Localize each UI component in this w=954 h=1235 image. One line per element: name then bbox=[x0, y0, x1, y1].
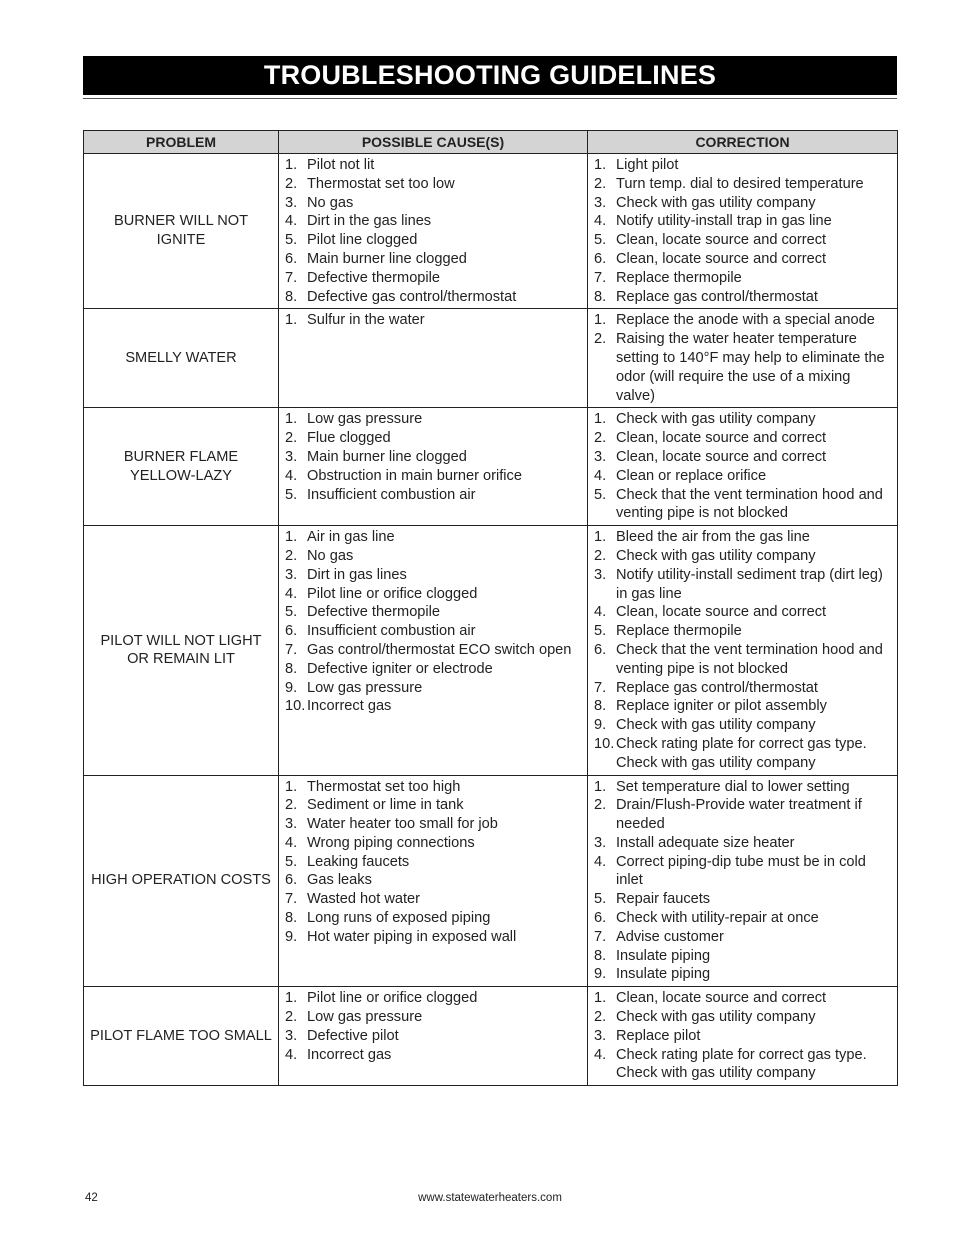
cause-item bbox=[285, 528, 583, 547]
correction-text: Repair faucets bbox=[616, 891, 711, 908]
list-number: 1. bbox=[594, 529, 607, 546]
list-number: 4. bbox=[594, 853, 607, 870]
correction-text: Notify utility-install sediment trap (dirt leg) in gas line bbox=[616, 566, 883, 602]
cause-text: Insufficient combustion air bbox=[307, 486, 476, 503]
correction-item bbox=[594, 175, 893, 194]
list-number: 1. bbox=[285, 778, 298, 795]
cause-text: Sulfur in the water bbox=[307, 312, 425, 329]
cause-text: Defective igniter or electrode bbox=[307, 660, 493, 677]
correction-text: Check with gas utility company bbox=[616, 194, 816, 211]
correction-item bbox=[594, 330, 893, 405]
page-number: 42 bbox=[85, 1192, 98, 1204]
correction-item bbox=[594, 194, 893, 213]
cause-cell bbox=[279, 408, 588, 526]
correction-text: Notify utility-install trap in gas line bbox=[616, 213, 832, 230]
cause-item bbox=[285, 566, 583, 585]
list-number: 2. bbox=[594, 1009, 607, 1026]
correction-item bbox=[594, 448, 893, 467]
list-number: 1. bbox=[594, 411, 607, 428]
cause-item bbox=[285, 697, 583, 716]
list-number: 9. bbox=[594, 717, 607, 734]
list-number: 7. bbox=[594, 269, 607, 286]
cause-item bbox=[285, 989, 583, 1008]
correction-text: Advise customer bbox=[616, 928, 724, 945]
cause-text: Hot water piping in exposed wall bbox=[307, 928, 517, 945]
list-number: 5. bbox=[594, 486, 607, 503]
list-number: 8. bbox=[594, 288, 607, 305]
correction-item bbox=[594, 429, 893, 448]
list-number: 9. bbox=[285, 679, 298, 696]
cause-item bbox=[285, 486, 583, 505]
list-number: 1. bbox=[285, 529, 298, 546]
cause-list bbox=[285, 528, 583, 716]
correction-text: Check with utility-repair at once bbox=[616, 910, 819, 927]
correction-item bbox=[594, 212, 893, 231]
cause-text: Low gas pressure bbox=[307, 1009, 423, 1026]
list-number: 4. bbox=[594, 1046, 607, 1063]
cause-item bbox=[285, 1027, 583, 1046]
cause-item bbox=[285, 410, 583, 429]
correction-list bbox=[594, 989, 893, 1083]
list-number: 9. bbox=[594, 966, 607, 983]
list-number: 5. bbox=[285, 232, 298, 249]
cause-item bbox=[285, 448, 583, 467]
cause-text: Defective thermopile bbox=[307, 604, 441, 621]
list-number: 10. bbox=[594, 735, 615, 752]
correction-item bbox=[594, 947, 893, 966]
cause-list bbox=[285, 778, 583, 947]
correction-text: Replace the anode with a special anode bbox=[616, 312, 875, 329]
table-body bbox=[84, 154, 898, 1086]
list-number: 2. bbox=[285, 430, 298, 447]
cause-item bbox=[285, 622, 583, 641]
correction-text: Clean or replace orifice bbox=[616, 467, 767, 484]
cause-item bbox=[285, 603, 583, 622]
list-number: 4. bbox=[285, 213, 298, 230]
cause-item bbox=[285, 815, 583, 834]
list-number: 6. bbox=[285, 623, 298, 640]
correction-text: Correct piping-dip tube must be in cold inlet bbox=[616, 853, 866, 889]
list-number: 7. bbox=[594, 928, 607, 945]
list-number: 3. bbox=[285, 194, 298, 211]
correction-item bbox=[594, 410, 893, 429]
cause-text: Thermostat set too high bbox=[307, 778, 461, 795]
list-number: 7. bbox=[594, 679, 607, 696]
correction-text: Check with gas utility company bbox=[616, 1009, 816, 1026]
cause-item bbox=[285, 212, 583, 231]
list-number: 2. bbox=[285, 1009, 298, 1026]
page-title bbox=[83, 56, 897, 95]
cause-text: Pilot line clogged bbox=[307, 232, 418, 249]
cause-item bbox=[285, 890, 583, 909]
list-number: 5. bbox=[594, 232, 607, 249]
footer-url: www.statewaterheaters.com bbox=[418, 1192, 562, 1204]
correction-text: Check with gas utility company bbox=[616, 547, 816, 564]
list-number: 1. bbox=[285, 157, 298, 173]
list-number: 6. bbox=[594, 910, 607, 927]
list-number: 6. bbox=[285, 250, 298, 267]
cause-item bbox=[285, 194, 583, 213]
list-number: 3. bbox=[285, 448, 298, 465]
problem-cell: SMELLY WATER bbox=[84, 309, 279, 408]
list-number: 6. bbox=[594, 250, 607, 267]
cause-list bbox=[285, 410, 583, 504]
list-number: 7. bbox=[285, 891, 298, 908]
cause-text: Gas leaks bbox=[307, 872, 372, 889]
problem-cell: HIGH OPERATION COSTS bbox=[84, 775, 279, 987]
correction-item bbox=[594, 311, 893, 330]
list-number: 6. bbox=[285, 872, 298, 889]
list-number: 2. bbox=[285, 797, 298, 814]
list-number: 2. bbox=[594, 797, 607, 814]
list-number: 8. bbox=[285, 660, 298, 677]
list-number: 9. bbox=[285, 928, 298, 945]
correction-item bbox=[594, 269, 893, 288]
cause-text: Flue clogged bbox=[307, 430, 391, 447]
list-number: 3. bbox=[594, 1027, 607, 1044]
cause-text: Obstruction in main burner orifice bbox=[307, 467, 522, 484]
cause-item bbox=[285, 909, 583, 928]
problem-cell: PILOT WILL NOT LIGHT OR REMAIN LIT bbox=[84, 526, 279, 775]
list-number: 2. bbox=[285, 547, 298, 564]
cause-text: Dirt in gas lines bbox=[307, 566, 407, 583]
cause-text: Main burner line clogged bbox=[307, 250, 467, 267]
list-number: 1. bbox=[594, 778, 607, 795]
cause-text: Dirt in the gas lines bbox=[307, 213, 432, 230]
correction-item bbox=[594, 989, 893, 1008]
cause-text: Wasted hot water bbox=[307, 891, 421, 908]
correction-text: Set temperature dial to lower setting bbox=[616, 778, 850, 795]
list-number: 1. bbox=[285, 990, 298, 1007]
cause-item bbox=[285, 269, 583, 288]
list-number: 8. bbox=[594, 698, 607, 715]
list-number: 1. bbox=[594, 990, 607, 1007]
cause-cell bbox=[279, 987, 588, 1086]
cause-item bbox=[285, 796, 583, 815]
correction-item bbox=[594, 716, 893, 735]
cause-item bbox=[285, 250, 583, 269]
list-number: 3. bbox=[594, 194, 607, 211]
correction-text: Clean, locate source and correct bbox=[616, 990, 827, 1007]
correction-cell bbox=[588, 309, 898, 408]
cause-text: No gas bbox=[307, 547, 354, 564]
list-number: 4. bbox=[594, 213, 607, 230]
correction-cell bbox=[588, 526, 898, 775]
list-number: 3. bbox=[285, 566, 298, 583]
correction-text: Drain/Flush-Provide water treatment if needed bbox=[616, 797, 862, 833]
table-header-row bbox=[84, 131, 898, 154]
correction-item bbox=[594, 928, 893, 947]
correction-text: Insulate piping bbox=[616, 947, 711, 964]
list-number: 8. bbox=[285, 910, 298, 927]
correction-cell bbox=[588, 408, 898, 526]
correction-cell bbox=[588, 154, 898, 309]
cause-item bbox=[285, 156, 583, 175]
column-header-correction: CORRECTION bbox=[588, 131, 898, 154]
correction-item bbox=[594, 1008, 893, 1027]
cause-text: Long runs of exposed piping bbox=[307, 910, 491, 927]
list-number: 10. bbox=[285, 698, 306, 715]
list-number: 1. bbox=[285, 411, 298, 428]
cause-item bbox=[285, 585, 583, 604]
list-number: 5. bbox=[594, 623, 607, 640]
list-number: 6. bbox=[594, 641, 607, 658]
table-row bbox=[84, 987, 898, 1086]
list-number: 7. bbox=[285, 641, 298, 658]
column-header-problem: PROBLEM bbox=[84, 131, 279, 154]
list-number: 4. bbox=[285, 1046, 298, 1063]
cause-text: Pilot not lit bbox=[307, 157, 375, 173]
list-number: 3. bbox=[285, 1027, 298, 1044]
table-row bbox=[84, 526, 898, 775]
cause-item bbox=[285, 871, 583, 890]
cause-cell bbox=[279, 526, 588, 775]
correction-item bbox=[594, 890, 893, 909]
list-number: 3. bbox=[594, 448, 607, 465]
correction-text: Replace gas control/thermostat bbox=[616, 288, 818, 305]
correction-list bbox=[594, 528, 893, 772]
cause-text: Pilot line or orifice clogged bbox=[307, 990, 478, 1007]
list-number: 1. bbox=[285, 312, 298, 329]
cause-item bbox=[285, 175, 583, 194]
cause-item bbox=[285, 1046, 583, 1065]
cause-text: Thermostat set too low bbox=[307, 175, 455, 192]
cause-cell bbox=[279, 154, 588, 309]
table-row bbox=[84, 309, 898, 408]
list-number: 4. bbox=[594, 467, 607, 484]
cause-cell bbox=[279, 775, 588, 987]
problem-cell: PILOT FLAME TOO SMALL bbox=[84, 987, 279, 1086]
list-number: 2. bbox=[594, 547, 607, 564]
cause-text: Defective pilot bbox=[307, 1027, 399, 1044]
cause-item bbox=[285, 547, 583, 566]
cause-item bbox=[285, 679, 583, 698]
cause-text: Defective gas control/thermostat bbox=[307, 288, 517, 305]
correction-item bbox=[594, 231, 893, 250]
cause-item bbox=[285, 660, 583, 679]
list-number: 4. bbox=[285, 467, 298, 484]
list-number: 4. bbox=[285, 585, 298, 602]
table-row bbox=[84, 408, 898, 526]
correction-item bbox=[594, 735, 893, 773]
list-number: 2. bbox=[594, 175, 607, 192]
correction-text: Check that the vent termination hood and venting pipe is not blocked bbox=[616, 641, 883, 677]
list-number: 5. bbox=[285, 604, 298, 621]
problem-cell: BURNER FLAME YELLOW-LAZY bbox=[84, 408, 279, 526]
title-divider bbox=[83, 98, 897, 99]
correction-text: Clean, locate source and correct bbox=[616, 448, 827, 465]
list-number: 1. bbox=[594, 157, 607, 173]
correction-item bbox=[594, 641, 893, 679]
correction-text: Check with gas utility company bbox=[616, 717, 816, 734]
page-title-text: TROUBLESHOOTING GUIDELINES bbox=[263, 60, 717, 90]
cause-text: Incorrect gas bbox=[307, 1046, 392, 1063]
cause-text: Main burner line clogged bbox=[307, 448, 467, 465]
correction-cell bbox=[588, 775, 898, 987]
correction-text: Replace gas control/thermostat bbox=[616, 679, 818, 696]
correction-cell bbox=[588, 987, 898, 1086]
table-row bbox=[84, 775, 898, 987]
cause-item bbox=[285, 853, 583, 872]
cause-item bbox=[285, 288, 583, 307]
correction-text: Replace igniter or pilot assembly bbox=[616, 698, 827, 715]
troubleshooting-table bbox=[83, 130, 898, 1086]
correction-list bbox=[594, 778, 893, 985]
correction-text: Insulate piping bbox=[616, 966, 711, 983]
correction-item bbox=[594, 486, 893, 524]
cause-item bbox=[285, 231, 583, 250]
correction-text: Clean, locate source and correct bbox=[616, 232, 827, 249]
cause-item bbox=[285, 311, 583, 330]
cause-text: Gas control/thermostat ECO switch open bbox=[307, 641, 572, 658]
list-number: 8. bbox=[285, 288, 298, 305]
correction-item bbox=[594, 909, 893, 928]
correction-item bbox=[594, 679, 893, 698]
cause-item bbox=[285, 778, 583, 797]
cause-text: Leaking faucets bbox=[307, 853, 410, 870]
correction-text: Check that the vent termination hood and venting pipe is not blocked bbox=[616, 486, 883, 522]
list-number: 2. bbox=[285, 175, 298, 192]
cause-text: Insufficient combustion air bbox=[307, 623, 476, 640]
cause-text: Water heater too small for job bbox=[307, 816, 498, 833]
correction-item bbox=[594, 288, 893, 307]
correction-item bbox=[594, 467, 893, 486]
list-number: 5. bbox=[285, 486, 298, 503]
correction-item bbox=[594, 156, 893, 175]
cause-list bbox=[285, 156, 583, 306]
correction-item bbox=[594, 547, 893, 566]
cause-list bbox=[285, 311, 583, 330]
correction-text: Raising the water heater temperature setting to 140°F may help to eliminate the odor (will require the use of a mixing valve) bbox=[616, 331, 885, 404]
list-number: 4. bbox=[594, 604, 607, 621]
correction-item bbox=[594, 796, 893, 834]
correction-list bbox=[594, 410, 893, 523]
cause-text: Incorrect gas bbox=[307, 698, 392, 715]
list-number: 2. bbox=[594, 331, 607, 348]
correction-item bbox=[594, 778, 893, 797]
correction-text: Check rating plate for correct gas type. Check with gas utility company bbox=[616, 735, 867, 771]
correction-text: Replace pilot bbox=[616, 1027, 701, 1044]
list-number: 3. bbox=[594, 834, 607, 851]
cause-item bbox=[285, 641, 583, 660]
correction-text: Replace thermopile bbox=[616, 269, 742, 286]
correction-item bbox=[594, 853, 893, 891]
column-header-causes: POSSIBLE CAUSE(S) bbox=[279, 131, 588, 154]
correction-list bbox=[594, 156, 893, 306]
correction-text: Clean, locate source and correct bbox=[616, 430, 827, 447]
cause-text: Low gas pressure bbox=[307, 411, 423, 428]
correction-text: Clean, locate source and correct bbox=[616, 604, 827, 621]
cause-text: Low gas pressure bbox=[307, 679, 423, 696]
correction-text: Turn temp. dial to desired temperature bbox=[616, 175, 864, 192]
correction-item bbox=[594, 250, 893, 269]
problem-cell: BURNER WILL NOT IGNITE bbox=[84, 154, 279, 309]
cause-text: Wrong piping connections bbox=[307, 834, 475, 851]
cause-text: Defective thermopile bbox=[307, 269, 441, 286]
cause-text: Sediment or lime in tank bbox=[307, 797, 464, 814]
correction-text: Check rating plate for correct gas type. Check with gas utility company bbox=[616, 1046, 867, 1082]
table-row bbox=[84, 154, 898, 309]
cause-item bbox=[285, 834, 583, 853]
correction-item bbox=[594, 697, 893, 716]
cause-text: Pilot line or orifice clogged bbox=[307, 585, 478, 602]
list-number: 7. bbox=[285, 269, 298, 286]
correction-text: Clean, locate source and correct bbox=[616, 250, 827, 267]
list-number: 4. bbox=[285, 834, 298, 851]
cause-cell bbox=[279, 309, 588, 408]
list-number: 5. bbox=[594, 891, 607, 908]
cause-item bbox=[285, 1008, 583, 1027]
correction-item bbox=[594, 1027, 893, 1046]
list-number: 3. bbox=[285, 816, 298, 833]
correction-list bbox=[594, 311, 893, 405]
correction-text: Bleed the air from the gas line bbox=[616, 529, 810, 546]
correction-item bbox=[594, 566, 893, 604]
cause-item bbox=[285, 429, 583, 448]
correction-item bbox=[594, 622, 893, 641]
correction-text: Light pilot bbox=[616, 157, 679, 173]
list-number: 5. bbox=[285, 853, 298, 870]
list-number: 3. bbox=[594, 566, 607, 583]
correction-item bbox=[594, 528, 893, 547]
correction-item bbox=[594, 834, 893, 853]
correction-item bbox=[594, 1046, 893, 1084]
cause-item bbox=[285, 467, 583, 486]
cause-text: Air in gas line bbox=[307, 529, 395, 546]
correction-text: Check with gas utility company bbox=[616, 411, 816, 428]
list-number: 8. bbox=[594, 947, 607, 964]
cause-item bbox=[285, 928, 583, 947]
list-number: 2. bbox=[594, 430, 607, 447]
cause-list bbox=[285, 989, 583, 1064]
correction-text: Replace thermopile bbox=[616, 623, 742, 640]
list-number: 1. bbox=[594, 312, 607, 329]
correction-text: Install adequate size heater bbox=[616, 834, 795, 851]
correction-item bbox=[594, 603, 893, 622]
correction-item bbox=[594, 965, 893, 984]
cause-text: No gas bbox=[307, 194, 354, 211]
